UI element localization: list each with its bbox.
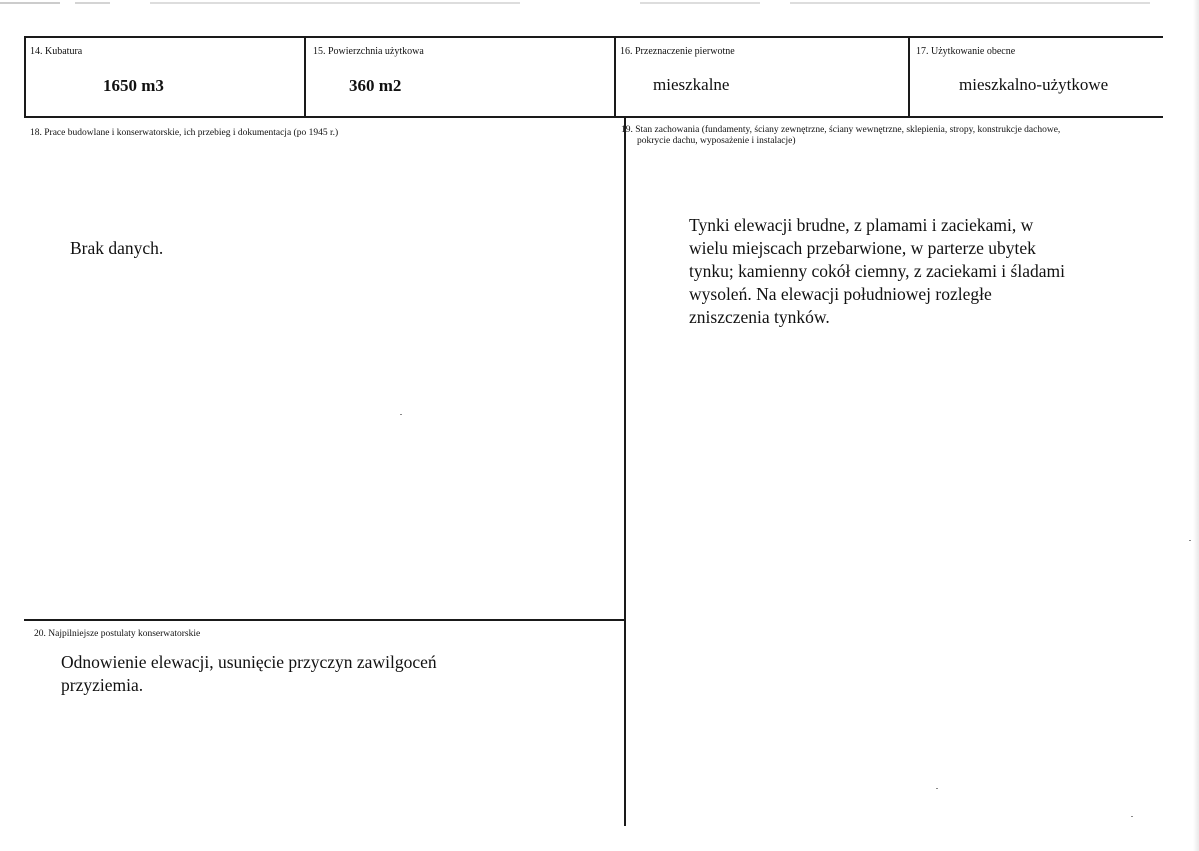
stan-label-line2: pokrycie dachu, wyposażenie i instalacje) xyxy=(637,136,796,146)
postulaty-label: 20. Najpilniejsze postulaty konserwatorskie xyxy=(34,629,201,639)
postulaty-line: przyziemia. xyxy=(61,675,144,695)
postulaty-text xyxy=(61,651,437,697)
col-divider-center xyxy=(614,36,616,118)
postulaty-line: Odnowienie elewacji, usunięcie przyczyn zawilgoceń xyxy=(61,652,437,672)
uzytkowanie-label: 17. Użytkowanie obecne xyxy=(916,46,1016,57)
section20-top-line xyxy=(24,619,624,621)
stan-line: tynku; kamienny cokół ciemny, z zaciekami i śladami xyxy=(689,261,1065,281)
col-divider-1 xyxy=(304,36,306,118)
stan-line: Tynki elewacji brudne, z plamami i zaciekami, w xyxy=(689,215,1034,235)
scan-speck xyxy=(1189,540,1191,541)
scan-speck xyxy=(1131,816,1133,817)
stan-label-line1: 19. Stan zachowania (fundamenty, ściany zewnętrzne, ściany wewnętrzne, sklepienia, stropy, konstrukcje dachowe, xyxy=(621,125,1061,135)
scan-speck xyxy=(400,414,402,415)
kubatura-label: 14. Kubatura xyxy=(30,46,83,57)
top-border-line xyxy=(24,36,1163,38)
kubatura-value: 1650 m3 xyxy=(103,76,164,95)
uzytkowanie-value: mieszkalno-użytkowe xyxy=(959,75,1109,94)
row-divider-line xyxy=(24,116,1163,118)
scan-shadow xyxy=(1193,0,1199,851)
left-border-line xyxy=(24,36,26,118)
col-divider-3 xyxy=(908,36,910,118)
powierzchnia-value: 360 m2 xyxy=(349,76,402,95)
stan-line: zniszczenia tynków. xyxy=(689,307,830,327)
stan-line: wielu miejscach przebarwione, w parterze ubytek xyxy=(689,238,1036,258)
prace-value: Brak danych. xyxy=(70,238,164,258)
main-center-divider xyxy=(624,116,626,826)
scan-edge-artifact xyxy=(0,0,1199,6)
powierzchnia-label: 15. Powierzchnia użytkowa xyxy=(313,46,424,57)
stan-line: wysoleń. Na elewacji południowej rozległe xyxy=(689,284,992,304)
scan-speck xyxy=(936,788,938,789)
prace-label: 18. Prace budowlane i konserwatorskie, ich przebieg i dokumentacja (po 1945 r.) xyxy=(30,128,339,138)
przeznaczenie-value: mieszkalne xyxy=(653,75,730,94)
przeznaczenie-label: 16. Przeznaczenie pierwotne xyxy=(620,46,735,57)
stan-text xyxy=(689,214,1065,329)
